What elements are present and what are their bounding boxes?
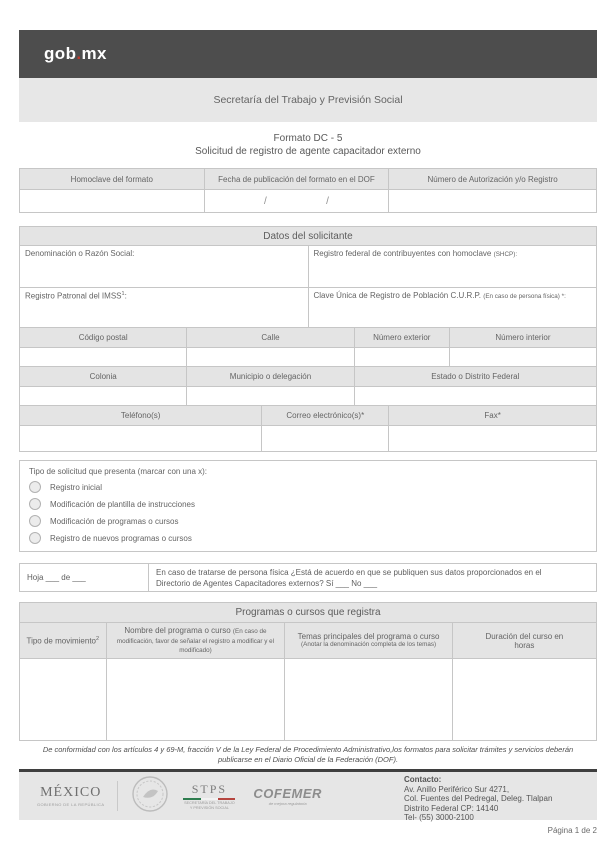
request-type-option	[29, 532, 587, 544]
publication-consent-cell[interactable]	[148, 563, 597, 592]
radio-button-icon[interactable]	[29, 532, 41, 544]
page-number: Página 1 de 2	[547, 826, 597, 835]
contact-phone: Tel- (55) 3000-2100	[404, 813, 474, 823]
gobmx-logo-mx: mx	[81, 44, 107, 63]
colonia-header: Colonia	[20, 367, 187, 387]
program-name-header-label: Nombre del programa o curso	[124, 626, 231, 636]
imss-footnote-sup: 1	[121, 291, 125, 297]
request-type-box	[19, 460, 597, 552]
authorization-number-input-cell[interactable]	[389, 190, 597, 213]
request-type-option-label: Registro de nuevos programas o cursos	[50, 533, 192, 543]
date-slash: /	[326, 195, 329, 207]
street-header: Calle	[187, 328, 354, 348]
ext-number-input-cell[interactable]	[354, 348, 449, 367]
sheet-number-label: Hoja ___ de ___	[27, 573, 86, 582]
legal-note: De conformidad con los artículos 4 y 69-M, fracción V de la Ley Federal de Procedimiento Administrativo,los formatos para solicitar trámites y servicios deberán publicarse en el Diario Oficial de la Federación (DOF).	[42, 745, 574, 764]
date-slash: /	[263, 195, 267, 207]
radio-button-icon[interactable]	[29, 481, 41, 493]
rfc-label: Registro federal de contribuyentes con homoclave	[313, 249, 492, 258]
request-type-option-label: Registro inicial	[50, 482, 103, 492]
address-table-row1	[19, 327, 597, 367]
address-table-row2	[19, 366, 597, 406]
estado-input-cell[interactable]	[354, 387, 596, 406]
applicant-table	[19, 245, 597, 328]
program-topics-header-label: Temas principales del programa o curso	[297, 632, 440, 642]
request-type-option-label: Modificación de programas o cursos	[50, 516, 179, 526]
request-type-option-label: Modificación de plantilla de instrucciones	[50, 499, 195, 509]
request-type-option	[29, 515, 587, 527]
request-type-option	[29, 498, 587, 510]
request-type-label: Tipo de solicitud que presenta (marcar con una x):	[29, 467, 208, 476]
int-number-header: Número interior	[449, 328, 596, 348]
program-topics-input-cell[interactable]	[285, 659, 452, 741]
dof-date-header: Fecha de publicación del formato en el DOF	[204, 169, 389, 190]
applicant-section-bar	[19, 226, 597, 246]
programs-table	[19, 602, 597, 741]
imss-label: Registro Patronal del IMSS	[25, 291, 122, 301]
razon-social-label: Denominación o Razón Social:	[25, 249, 135, 258]
contact-title: Contacto:	[404, 775, 442, 784]
program-name-input-cell[interactable]	[106, 659, 285, 741]
publication-consent-line1: En caso de tratarse de persona física ¿Está de acuerdo en que se publiquen sus datos proporcionados en el	[156, 568, 542, 577]
format-title: Formato DC - 5	[273, 133, 343, 144]
fax-header: Fax*	[389, 406, 597, 426]
imss-input-cell[interactable]	[20, 288, 309, 328]
program-topics-header-note: (Anotar la denominación completa de los temas)	[301, 641, 437, 649]
radio-button-icon[interactable]	[29, 498, 41, 510]
movement-type-footnote-sup: 2	[96, 635, 100, 642]
phone-input-cell[interactable]	[20, 426, 262, 452]
dof-date-input-cell[interactable]	[204, 190, 389, 213]
movement-type-input-cell[interactable]	[20, 659, 107, 741]
course-duration-header-label: Duración del curso en horas	[485, 631, 564, 650]
gobmx-header-bar	[19, 30, 597, 78]
contact-block	[404, 775, 552, 823]
contact-table	[19, 405, 597, 452]
applicant-section-title: Datos del solicitante	[263, 230, 353, 242]
form-page	[0, 30, 616, 858]
postal-code-input-cell[interactable]	[20, 348, 187, 367]
cofemer-logo-word: COFEMER	[253, 786, 322, 801]
int-number-input-cell[interactable]	[449, 348, 596, 367]
phone-header: Teléfono(s)	[20, 406, 262, 426]
stps-logo-subtext2: Y PREVISIÓN SOCIAL	[189, 805, 229, 810]
cofemer-logo-subtext: de mejora regulatoria	[268, 801, 307, 806]
contact-address-line1: Av. Anillo Periférico Sur 4271,	[404, 784, 510, 794]
publication-consent-line2: Directorio de Agentes Capacitadores externos? Sí ___ No ___	[156, 579, 378, 588]
cofemer-logo	[253, 786, 322, 806]
stps-logo	[183, 782, 235, 810]
estado-header: Estado o Distrito Federal	[354, 367, 596, 387]
street-input-cell[interactable]	[187, 348, 354, 367]
curp-label-note: (En caso de persona física) *:	[483, 293, 566, 300]
municipio-input-cell[interactable]	[187, 387, 354, 406]
program-name-header-note: (En caso de modificación, favor de señalar el registro a modificar y el modificado)	[116, 628, 275, 655]
gobmx-logo-gob: gob	[44, 44, 77, 63]
fax-input-cell[interactable]	[389, 426, 597, 452]
homoclave-input-cell[interactable]	[20, 190, 205, 213]
rfc-label-note: (SHCP):	[493, 251, 518, 258]
rfc-input-cell[interactable]	[308, 246, 597, 288]
program-name-header	[106, 623, 285, 659]
coat-of-arms-icon	[131, 775, 169, 818]
movement-type-header	[20, 623, 107, 659]
email-header: Correo electrónico(s)*	[262, 406, 389, 426]
sheet-row	[19, 563, 597, 592]
format-subtitle: Solicitud de registro de agente capacitador externo	[195, 146, 421, 157]
curp-input-cell[interactable]	[308, 288, 597, 328]
razon-social-input-cell[interactable]	[20, 246, 309, 288]
postal-code-header: Código postal	[20, 328, 187, 348]
course-duration-header	[452, 623, 596, 659]
imss-label-colon: :	[124, 291, 127, 301]
footer-bar	[19, 772, 597, 823]
homoclave-header: Homoclave del formato	[20, 169, 205, 190]
stps-logo-word: STPS	[191, 782, 228, 796]
gobmx-logo-dot: .	[76, 44, 82, 63]
contact-address-line3: Distrito Federal CP: 14140	[404, 803, 499, 813]
gobmx-logo	[44, 44, 107, 64]
radio-button-icon[interactable]	[29, 515, 41, 527]
stps-logo-subtext1: SECRETARÍA DEL TRABAJO	[184, 801, 235, 805]
stps-flag-bar	[183, 798, 235, 800]
colonia-input-cell[interactable]	[20, 387, 187, 406]
authorization-number-header: Número de Autorización y/o Registro	[389, 169, 597, 190]
movement-type-header-label: Tipo de movimiento	[26, 636, 96, 646]
mexico-logo	[37, 785, 104, 807]
course-duration-input-cell[interactable]	[452, 659, 596, 741]
ext-number-header: Número exterior	[354, 328, 449, 348]
program-topics-header	[285, 623, 452, 659]
secretariat-bar	[19, 78, 597, 122]
programs-section-title: Programas o cursos que registra	[20, 603, 597, 623]
secretariat-title: Secretaría del Trabajo y Previsión Social	[213, 94, 403, 106]
footer-logo-divider	[117, 781, 118, 811]
curp-label: Clave Única de Registro de Población C.U.R.P.	[313, 291, 481, 300]
mexico-logo-word: MÉXICO	[40, 785, 102, 800]
contact-address-line2: Col. Fuentes del Pedregal, Deleg. Tlalpan	[404, 794, 553, 804]
municipio-header: Municipio o delegación	[187, 367, 354, 387]
request-type-option	[29, 481, 587, 493]
mexico-logo-subtext: GOBIERNO DE LA REPÚBLICA	[37, 802, 105, 807]
email-input-cell[interactable]	[262, 426, 389, 452]
format-id-table	[19, 168, 597, 213]
sheet-number-input-cell[interactable]	[19, 563, 149, 592]
